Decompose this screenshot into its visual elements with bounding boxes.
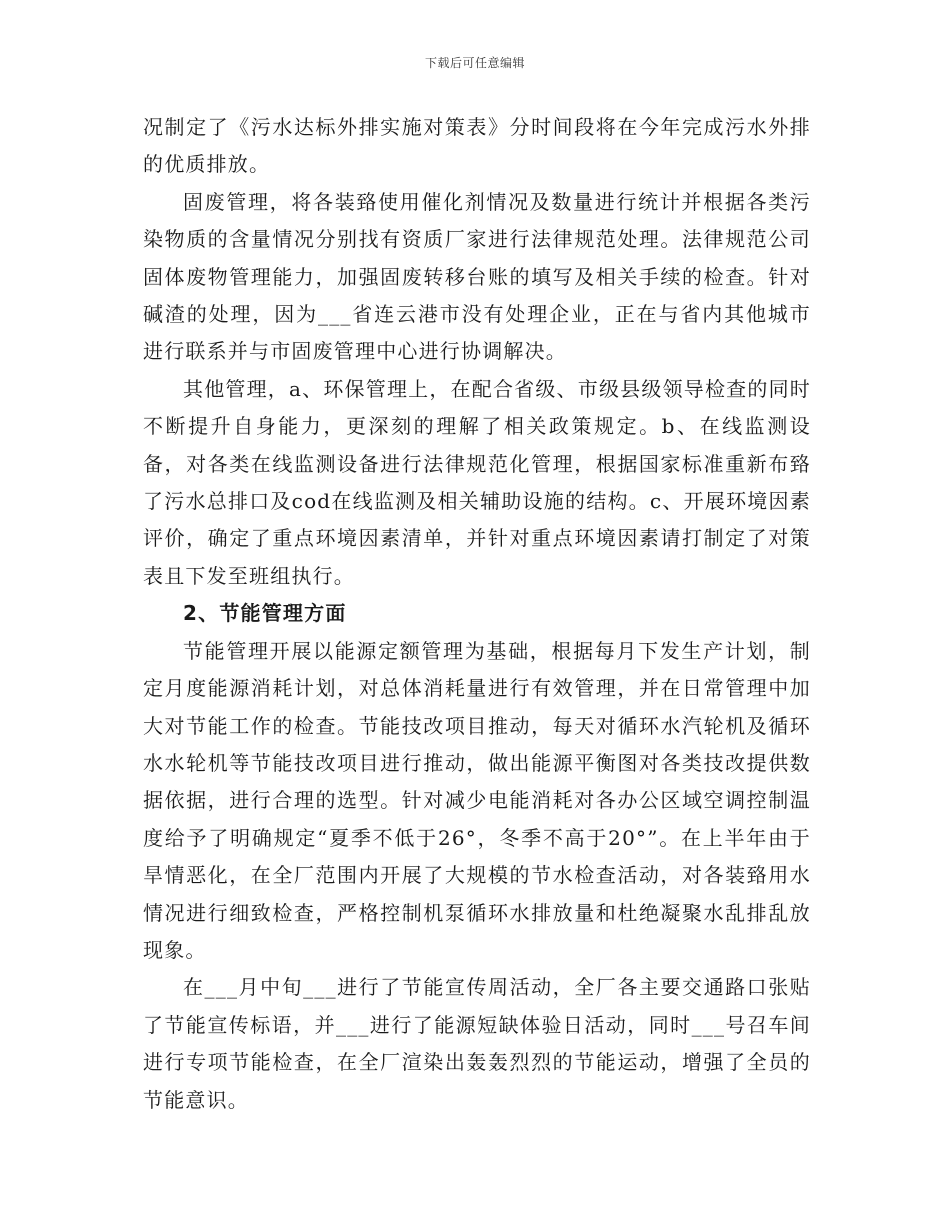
paragraph-wastewater-continued: 况制定了《污水达标外排实施对策表》分时间段将在今年完成污水外排的优质排放。	[143, 115, 811, 177]
page-header-note: 下载后可任意编辑	[424, 56, 525, 70]
paragraph-energy-campaign: 在___月中旬___进行了节能宣传周活动，全厂各主要交通路口张贴了节能宣传标语，并___进行了能源短缺体验日活动，同时___号召车间进行专项节能检查，在全厂渲染出轰轰烈烈的节能运动，增强了全员的节能意识。	[143, 975, 811, 1112]
document-body	[143, 109, 811, 1119]
paragraph-other-management: 其他管理，a、环保管理上，在配合省级、市级县级领导检查的同时不断提升自身能力，更深刻的理解了相关政策规定。b、在线监测设备，对各类在线监测设备进行法律规范化管理，根据国家标准重新布臵了污水总排口及cod在线监测及相关辅助设施的结构。c、开展环境因素评价，确定了重点环境因素清单，并针对重点环境因素请打制定了对策表且下发至班组执行。	[143, 376, 811, 588]
section-heading-energy-saving: 2、节能管理方面	[183, 601, 347, 626]
paragraph-energy-management: 节能管理开展以能源定额管理为基础，根据每月下发生产计划，制定月度能源消耗计划，对总体消耗量进行有效管理，并在日常管理中加大对节能工作的检查。节能技改项目推动，每天对循环水汽轮机及循环水水轮机等节能技改项目进行推动，做出能源平衡图对各类技改提供数据依据，进行合理的选型。针对减少电能消耗对各办公区域空调控制温度给予了明确规定“夏季不低于26°，冬季不高于20°”。在上半年由于旱情恶化，在全厂范围内开展了大规模的节水检查活动，对各装臵用水情况进行细致检查，严格控制机泵循环水排放量和杜绝凝聚水乱排乱放现象。	[143, 638, 811, 962]
paragraph-solid-waste: 固废管理，将各装臵使用催化剂情况及数量进行统计并根据各类污染物质的含量情况分别找有资质厂家进行法律规范处理。法律规范公司固体废物管理能力，加强固废转移台账的填写及相关手续的检查。针对碱渣的处理，因为___省连云港市没有处理企业，正在与省内其他城市进行联系并与市固废管理中心进行协调解决。	[143, 189, 811, 364]
